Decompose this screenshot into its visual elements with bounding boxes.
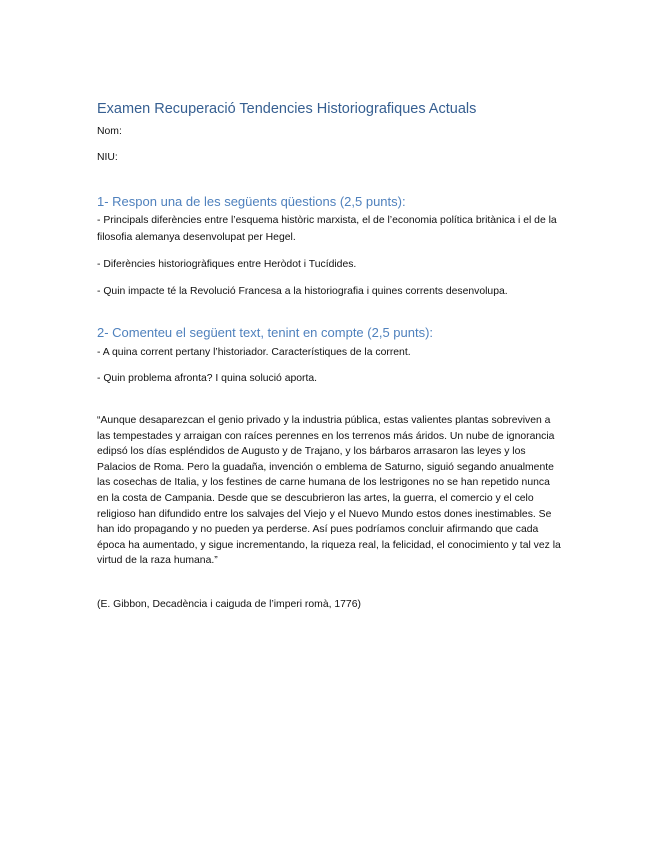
gibbon-quote: “Aunque desaparezcan el genio privado y la industria pública, estas valientes plantas sobreviven a las tempestades y arraigan con raíces perennes en los terrenos más áridos. Un nube de ignorancia edipsó los días espléndidos de Augusto y de Trajano, y los bárbaros arrasaron las leyes y los Palacios de Roma. Pero la guadaña, invención o emblema de Saturno, siguió segando anualmente las cosechas de Italia, y los festines de carne humana de los lestrigones no se han repetido nunca en la costa de Campania. Desde que se descubrieron las artes, la guerra, el comercio y el celo religioso han difundido entre los salvajes del Viejo y el Nuevo Mundo estos dones inestimables. Se han ido propagando y no pueden ya perderse. Así pues podríamos concluir afirmando que cada época ha aumentado, y sigue incrementando, la riqueza real, la felicidad, el conocimiento y tal vez la virtud de la raza humana.” (97, 415, 561, 567)
exam-title: Examen Recuperació Tendencies Historiografiques Actuals (97, 101, 477, 117)
niu-field-label: NIU: (97, 152, 118, 163)
section-1-question-3: - Quin impacte té la Revolució Francesa a la historiografia i quines corrents desenvolupa. (97, 286, 508, 297)
name-field-label: Nom: (97, 126, 122, 137)
quote-source: (E. Gibbon, Decadència i caiguda de l’imperi romà, 1776) (97, 599, 361, 610)
section-2-heading: 2- Comenteu el següent text, tenint en compte (2,5 punts): (97, 325, 434, 340)
section-2-question-2: - Quin problema afronta? I quina solució aporta. (97, 373, 318, 384)
section-1-heading: 1- Respon una de les següents qüestions (2,5 punts): (97, 194, 406, 209)
section-1-question-1: - Principals diferències entre l’esquema històric marxista, el de l’economia política britànica i el de la filosofia alemanya desenvolupat per Hegel. (97, 215, 557, 243)
section-2-question-1: - A quina corrent pertany l’historiador. Característiques de la corrent. (97, 347, 411, 358)
section-1-question-2: - Diferències historiogràfiques entre Heròdot i Tucídides. (97, 259, 357, 270)
